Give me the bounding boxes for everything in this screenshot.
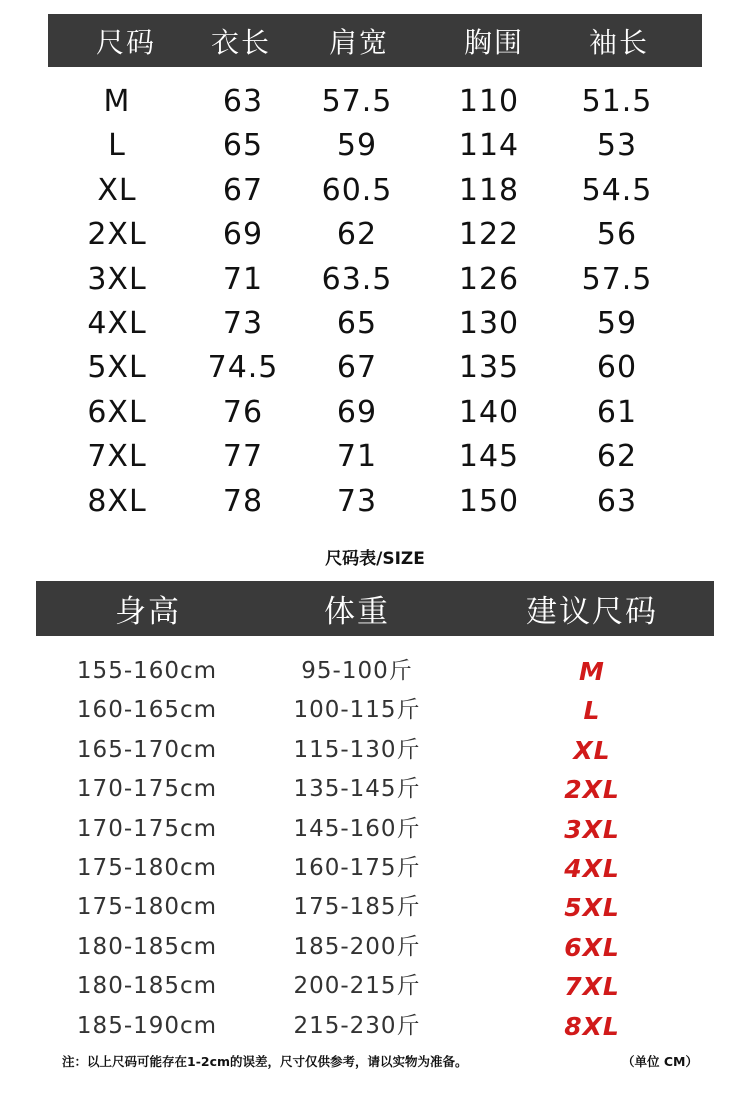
recommend-chart-row <box>0 888 750 927</box>
cell-length: 78 <box>222 483 264 519</box>
cell-weight: 135-145斤 <box>293 776 421 803</box>
header-size: 尺码 <box>95 25 157 59</box>
cell-sleeve: 54.5 <box>581 172 653 208</box>
size-chart-row <box>0 346 750 390</box>
cell-weight: 100-115斤 <box>293 697 421 724</box>
cell-sleeve: 62 <box>596 439 638 475</box>
cell-weight: 145-160斤 <box>293 815 421 842</box>
cell-chest: 140 <box>458 394 520 430</box>
cell-height: 180-185cm <box>76 973 218 1000</box>
recommend-chart-row <box>0 652 750 691</box>
recommend-chart-row <box>0 928 750 967</box>
recommend-chart-row <box>0 810 750 849</box>
cell-height: 160-165cm <box>76 697 218 724</box>
header-weight: 体重 <box>324 594 390 630</box>
cell-size: L <box>108 128 126 164</box>
footer-note: 注：以上尺码可能存在1-2cm的误差，尺寸仅供参考，请以实物为准备。 <box>62 1054 468 1069</box>
size-chart-header <box>48 14 702 67</box>
cell-shoulder: 62 <box>336 217 378 253</box>
cell-length: 65 <box>222 128 264 164</box>
cell-chest: 130 <box>458 306 520 341</box>
cell-chest: 135 <box>458 350 520 386</box>
cell-height: 155-160cm <box>76 658 218 684</box>
cell-length: 74.5 <box>207 350 279 386</box>
cell-recommended-size: 2XL <box>564 775 620 805</box>
cell-shoulder: 63.5 <box>321 261 393 297</box>
cell-recommended-size: 5XL <box>564 893 620 923</box>
cell-recommended-size: 6XL <box>564 932 620 962</box>
cell-chest: 122 <box>458 217 520 253</box>
cell-shoulder: 57.5 <box>321 84 393 119</box>
cell-shoulder: 65 <box>336 306 378 341</box>
cell-chest: 118 <box>458 172 520 208</box>
cell-weight: 175-185斤 <box>293 894 421 921</box>
cell-recommended-size: M <box>579 657 605 686</box>
header-chest: 胸围 <box>463 25 525 59</box>
cell-shoulder: 73 <box>336 483 378 519</box>
cell-shoulder: 60.5 <box>321 172 393 208</box>
size-chart-row <box>0 213 750 257</box>
size-chart-caption: 尺码表/SIZE <box>325 549 425 569</box>
cell-size: 4XL <box>87 306 147 341</box>
cell-chest: 150 <box>458 483 520 519</box>
cell-height: 175-180cm <box>76 894 218 921</box>
cell-sleeve: 51.5 <box>581 84 653 119</box>
header-shoulder: 肩宽 <box>328 25 390 59</box>
recommend-chart-header <box>36 581 714 636</box>
cell-recommended-size: 3XL <box>564 814 620 844</box>
recommend-chart-row <box>0 967 750 1006</box>
size-chart-row <box>0 480 750 524</box>
recommend-chart-row <box>0 691 750 730</box>
cell-chest: 126 <box>458 261 520 297</box>
cell-sleeve: 59 <box>596 306 638 341</box>
cell-weight: 95-100斤 <box>301 658 413 684</box>
cell-height: 165-170cm <box>76 736 218 763</box>
cell-size: 2XL <box>87 217 147 253</box>
cell-weight: 115-130斤 <box>293 736 421 763</box>
cell-weight: 160-175斤 <box>293 855 421 881</box>
cell-height: 180-185cm <box>76 933 218 960</box>
cell-length: 77 <box>222 439 264 475</box>
cell-size: 7XL <box>87 439 147 475</box>
size-chart-row <box>0 169 750 213</box>
cell-size: XL <box>97 172 137 208</box>
cell-recommended-size: 8XL <box>564 1011 620 1041</box>
recommend-chart-row <box>0 1007 750 1046</box>
header-height: 身高 <box>115 594 181 630</box>
cell-weight: 215-230斤 <box>293 1012 421 1039</box>
cell-height: 185-190cm <box>76 1012 218 1039</box>
cell-length: 69 <box>222 217 264 253</box>
cell-size: M <box>103 84 131 119</box>
cell-recommended-size: XL <box>573 735 611 765</box>
cell-shoulder: 69 <box>336 394 378 430</box>
size-chart-row <box>0 435 750 479</box>
cell-height: 170-175cm <box>76 815 218 842</box>
cell-weight: 200-215斤 <box>293 973 421 1000</box>
size-chart-row <box>0 124 750 168</box>
cell-weight: 185-200斤 <box>293 933 421 960</box>
cell-size: 8XL <box>87 483 147 519</box>
cell-size: 6XL <box>87 394 147 430</box>
cell-chest: 145 <box>458 439 520 475</box>
size-chart-row <box>0 258 750 302</box>
size-chart-row <box>0 80 750 124</box>
cell-sleeve: 53 <box>596 128 638 164</box>
cell-height: 175-180cm <box>76 855 218 881</box>
recommend-chart-row <box>0 770 750 809</box>
header-sleeve: 袖长 <box>588 25 650 59</box>
cell-sleeve: 61 <box>596 394 638 430</box>
cell-height: 170-175cm <box>76 776 218 803</box>
cell-sleeve: 63 <box>596 483 638 519</box>
cell-recommended-size: 7XL <box>564 972 620 1002</box>
cell-chest: 110 <box>458 84 520 119</box>
cell-recommended-size: L <box>583 696 601 726</box>
size-chart-row <box>0 302 750 346</box>
footer-unit: （单位 CM） <box>622 1054 698 1069</box>
cell-recommended-size: 4XL <box>564 854 620 883</box>
cell-size: 3XL <box>87 261 147 297</box>
cell-length: 71 <box>222 261 264 297</box>
cell-sleeve: 57.5 <box>581 261 653 297</box>
cell-size: 5XL <box>87 350 147 386</box>
cell-shoulder: 71 <box>336 439 378 475</box>
recommend-chart-row <box>0 731 750 770</box>
cell-sleeve: 56 <box>596 217 638 253</box>
cell-chest: 114 <box>458 128 520 164</box>
cell-shoulder: 59 <box>336 128 378 164</box>
cell-length: 76 <box>222 394 264 430</box>
cell-shoulder: 67 <box>336 350 378 386</box>
header-length: 衣长 <box>210 25 272 59</box>
cell-sleeve: 60 <box>596 350 638 386</box>
cell-length: 63 <box>222 84 264 119</box>
size-chart-row <box>0 391 750 435</box>
cell-length: 73 <box>222 306 264 341</box>
recommend-chart-row <box>0 849 750 888</box>
header-recommended-size: 建议尺码 <box>526 594 658 630</box>
cell-length: 67 <box>222 172 264 208</box>
